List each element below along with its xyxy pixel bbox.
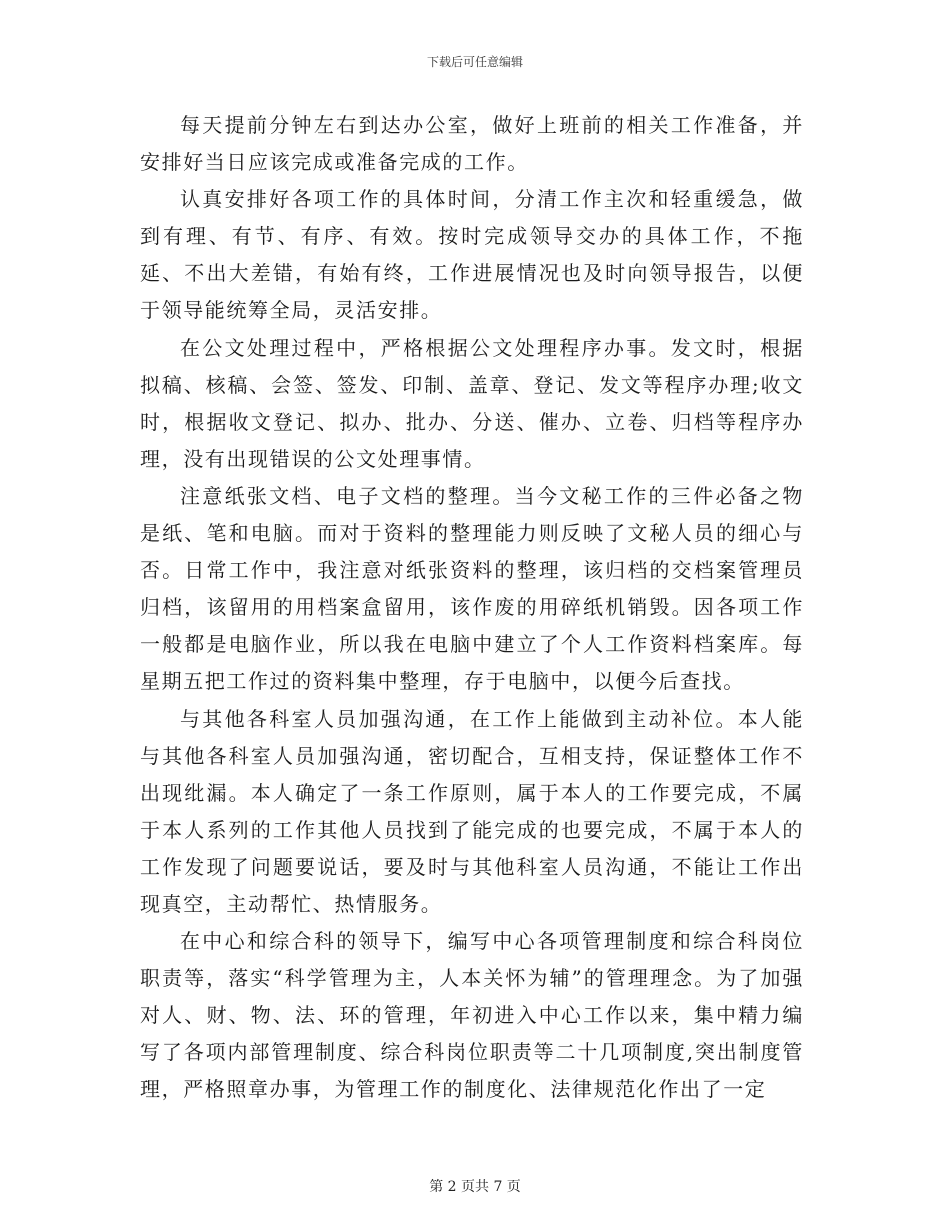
header-note: 下载后可任意编辑 [426, 55, 523, 69]
paragraph-1: 每天提前分钟左右到达办公室，做好上班前的相关工作准备，并安排好当日应该完成或准备完成的工作。 [140, 113, 804, 175]
paragraph-3: 在公文处理过程中，严格根据公文处理程序办事。发文时，根据拟稿、核稿、会签、签发、印制、盖章、登记、发文等程序办理;收文时，根据收文登记、拟办、批办、分送、催办、立卷、归档等程序办理，没有出现错误的公文处理事情。 [140, 335, 804, 471]
paragraph-2: 认真安排好各项工作的具体时间，分清工作主次和轻重缓急，做到有理、有节、有序、有效。按时完成领导交办的具体工作，不拖延、不出大差错，有始有终，工作进展情况也及时向领导报告，以便于领导能统筹全局，灵活安排。 [140, 187, 804, 323]
page-number-footer: 第 2 页共 7 页 [429, 1179, 521, 1195]
paragraph-6: 在中心和综合科的领导下，编写中心各项管理制度和综合科岗位职责等，落实“科学管理为主，人本关怀为辅”的管理理念。为了加强对人、财、物、法、环的管理，年初进入中心工作以来，集中精力编写了各项内部管理制度、综合科岗位职责等二十几项制度,突出制度管理，严格照章办事，为管理工作的制度化、法律规范化作出了一定 [140, 929, 804, 1102]
paragraph-5: 与其他各科室人员加强沟通，在工作上能做到主动补位。本人能与其他各科室人员加强沟通，密切配合，互相支持，保证整体工作不出现纰漏。本人确定了一条工作原则，属于本人的工作要完成，不属于本人系列的工作其他人员找到了能完成的也要完成，不属于本人的工作发现了问题要说话，要及时与其他科室人员沟通，不能让工作出现真空，主动帮忙、热情服务。 [140, 706, 804, 916]
document-body [140, 107, 804, 1109]
paragraph-4: 注意纸张文档、电子文档的整理。当今文秘工作的三件必备之物是纸、笔和电脑。而对于资料的整理能力则反映了文秘人员的细心与否。日常工作中，我注意对纸张资料的整理，该归档的交档案管理员归档，该留用的用档案盒留用，该作废的用碎纸机销毁。因各项工作一般都是电脑作业，所以我在电脑中建立了个人工作资料档案库。每星期五把工作过的资料集中整理，存于电脑中，以便今后查找。 [140, 483, 804, 694]
